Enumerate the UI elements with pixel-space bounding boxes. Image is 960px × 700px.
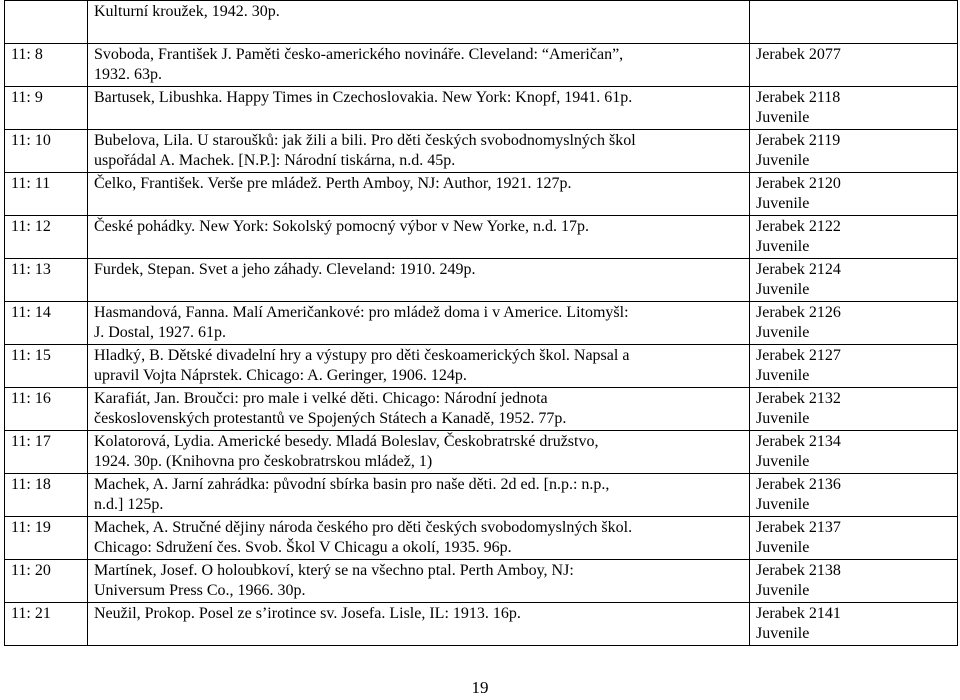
collection-label: Juvenile [756, 195, 810, 212]
description-line: Neužil, Prokop. Posel ze s’irotince sv. Josefa. Lisle, IL: 1913. 16p. [94, 605, 521, 622]
entry-number: 11: 21 [5, 603, 88, 646]
table-row [5, 1, 958, 44]
call-number: Jerabek 2137 [756, 519, 841, 536]
call-number: Jerabek 2120 [756, 175, 841, 192]
catalog-table [4, 0, 958, 646]
entry-location [750, 259, 958, 302]
entry-number: 11: 14 [5, 302, 88, 345]
call-number: Jerabek 2122 [756, 218, 841, 235]
table-row [5, 388, 958, 431]
description-line: Kolatorová, Lydia. Americké besedy. Mladá Boleslav, Českobratrské družstvo, [94, 433, 599, 450]
call-number: Jerabek 2141 [756, 605, 841, 622]
call-number: Jerabek 2132 [756, 390, 841, 407]
table-row [5, 517, 958, 560]
collection-label: Juvenile [756, 625, 810, 642]
table-row [5, 44, 958, 87]
table-row [5, 302, 958, 345]
entry-description [88, 474, 750, 517]
entry-description [88, 302, 750, 345]
entry-location [750, 1, 958, 44]
collection-label: Juvenile [756, 324, 810, 341]
collection-label: Juvenile [756, 109, 810, 126]
collection-label: Juvenile [756, 152, 810, 169]
collection-label: Juvenile [756, 410, 810, 427]
call-number: Jerabek 2124 [756, 261, 841, 278]
description-line: Bubelova, Lila. U staroušků: jak žili a bili. Pro děti českých svobodnomyslných škol [94, 132, 636, 149]
entry-location [750, 517, 958, 560]
call-number: Jerabek 2136 [756, 476, 841, 493]
description-line: uspořádal A. Machek. [N.P.]: Národní tiskárna, n.d. 45p. [94, 152, 456, 169]
entry-location [750, 560, 958, 603]
entry-location [750, 345, 958, 388]
description-line: Machek, A. Stručné dějiny národa českého pro děti českých svobodomyslných škol. [94, 519, 633, 536]
entry-location [750, 130, 958, 173]
entry-description [88, 87, 750, 130]
description-line: 1932. 63p. [94, 66, 162, 83]
call-number: Jerabek 2127 [756, 347, 841, 364]
table-row [5, 603, 958, 646]
table-row [5, 87, 958, 130]
entry-location [750, 173, 958, 216]
entry-description [88, 603, 750, 646]
entry-number: 11: 17 [5, 431, 88, 474]
entry-number: 11: 10 [5, 130, 88, 173]
description-line: Universum Press Co., 1966. 30p. [94, 582, 306, 599]
collection-label [756, 22, 954, 42]
call-number: Jerabek 2119 [756, 132, 841, 149]
description-line: Martínek, Josef. O holoubkoví, který se na všechno ptal. Perth Amboy, NJ: [94, 562, 574, 579]
description-line: Karafiát, Jan. Broučci: pro male i velké děti. Chicago: Národní jednota [94, 390, 548, 407]
table-row [5, 431, 958, 474]
entry-number: 11: 15 [5, 345, 88, 388]
description-line: Furdek, Stepan. Svet a jeho záhady. Cleveland: 1910. 249p. [94, 261, 476, 278]
collection-label: Juvenile [756, 238, 810, 255]
description-line: Chicago: Sdružení čes. Svob. Škol V Chicagu a okolí, 1935. 96p. [94, 539, 512, 556]
entry-location [750, 388, 958, 431]
entry-location [750, 603, 958, 646]
collection-label: Juvenile [756, 496, 810, 513]
entry-number [5, 1, 88, 44]
collection-label: Juvenile [756, 453, 810, 470]
call-number: Jerabek 2118 [756, 89, 841, 106]
entry-number: 11: 9 [5, 87, 88, 130]
collection-label [756, 65, 954, 85]
collection-label: Juvenile [756, 539, 810, 556]
entry-description [88, 130, 750, 173]
table-row [5, 259, 958, 302]
description-line: Hasmandová, Fanna. Malí Američankové: pro mládež doma i v Americe. Litomyšl: [94, 304, 629, 321]
entry-number: 11: 12 [5, 216, 88, 259]
catalog-body [5, 1, 958, 646]
entry-location [750, 474, 958, 517]
description-line: n.d.] 125p. [94, 496, 164, 513]
page-number: 19 [471, 678, 489, 697]
entry-number: 11: 13 [5, 259, 88, 302]
call-number [756, 2, 954, 22]
entry-description [88, 216, 750, 259]
collection-label: Juvenile [756, 281, 810, 298]
call-number: Jerabek 2134 [756, 433, 841, 450]
entry-number: 11: 8 [5, 44, 88, 87]
call-number: Jerabek 2138 [756, 562, 841, 579]
entry-number: 11: 18 [5, 474, 88, 517]
description-line: J. Dostal, 1927. 61p. [94, 324, 226, 341]
description-line: 1924. 30p. (Knihovna pro českobratrskou mládež, 1) [94, 453, 433, 470]
entry-location [750, 87, 958, 130]
description-line: Bartusek, Libushka. Happy Times in Czechoslovakia. New York: Knopf, 1941. 61p. [94, 89, 633, 106]
entry-description [88, 44, 750, 87]
description-line: Kulturní kroužek, 1942. 30p. [94, 3, 280, 20]
description-line: České pohádky. New York: Sokolský pomocný výbor v New Yorke, n.d. 17p. [94, 218, 589, 235]
entry-description [88, 259, 750, 302]
entry-description [88, 560, 750, 603]
entry-description [88, 388, 750, 431]
entry-location [750, 44, 958, 87]
entry-location [750, 431, 958, 474]
entry-description [88, 1, 750, 44]
entry-number: 11: 16 [5, 388, 88, 431]
entry-number: 11: 20 [5, 560, 88, 603]
table-row [5, 173, 958, 216]
table-row [5, 216, 958, 259]
entry-location [750, 216, 958, 259]
table-row [5, 474, 958, 517]
entry-number: 11: 11 [5, 173, 88, 216]
entry-description [88, 431, 750, 474]
description-line: Čelko, František. Verše pre mládež. Perth Amboy, NJ: Author, 1921. 127p. [94, 175, 572, 192]
table-row [5, 345, 958, 388]
table-row [5, 560, 958, 603]
entry-description [88, 345, 750, 388]
table-row [5, 130, 958, 173]
entry-number: 11: 19 [5, 517, 88, 560]
call-number: Jerabek 2126 [756, 304, 841, 321]
description-line: Machek, A. Jarní zahrádka: původní sbírka basin pro naše děti. 2d ed. [n.p.: n.p., [94, 476, 610, 493]
description-line: Hladký, B. Dětské divadelní hry a výstupy pro děti českoamerických škol. Napsal a [94, 347, 630, 364]
collection-label: Juvenile [756, 582, 810, 599]
collection-label: Juvenile [756, 367, 810, 384]
description-line: upravil Vojta Náprstek. Chicago: A. Geringer, 1906. 124p. [94, 367, 467, 384]
call-number: Jerabek 2077 [756, 46, 841, 63]
entry-description [88, 173, 750, 216]
description-line: Svoboda, František J. Paměti česko-amerického novináře. Cleveland: “Američan”, [94, 46, 624, 63]
entry-description [88, 517, 750, 560]
entry-location [750, 302, 958, 345]
description-line: československých protestantů ve Spojených Státech a Kanadě, 1952. 77p. [94, 410, 567, 427]
